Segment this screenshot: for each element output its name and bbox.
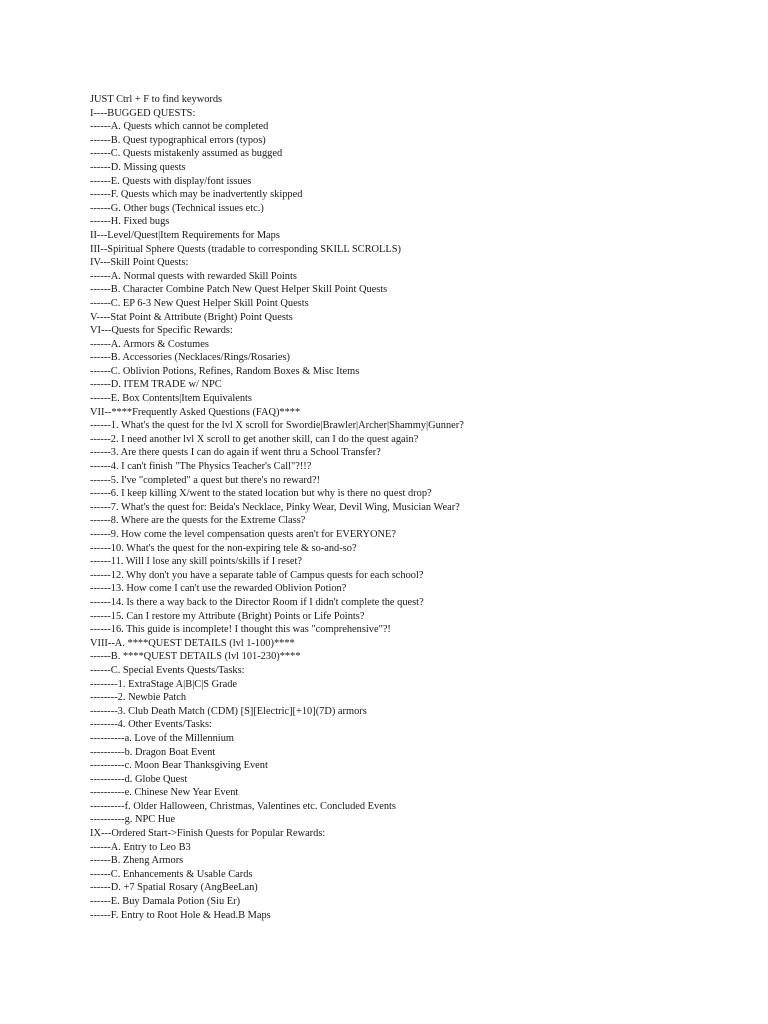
- document-line: ------C. Special Events Quests/Tasks:: [90, 664, 245, 676]
- document-line: ------4. I can't finish "The Physics Teacher's Call"?!!?: [90, 461, 312, 473]
- document-line: ------E. Buy Damala Potion (Siu Er): [90, 896, 241, 908]
- document-line: ------1. What's the quest for the lvl X scroll for Swordie|Brawler|Archer|Shammy|Gunner?: [90, 420, 464, 432]
- document-line: ----------b. Dragon Boat Event: [90, 746, 216, 758]
- document-line: ----------e. Chinese New Year Event: [90, 787, 239, 799]
- document-line: ----------g. NPC Hue: [90, 814, 176, 826]
- document-line: --------3. Club Death Match (CDM) [S][Electric][+10](7D) armors: [90, 705, 367, 717]
- document-line: ------A. Entry to Leo B3: [90, 841, 191, 853]
- document-line: ------C. Enhancements & Usable Cards: [90, 868, 253, 880]
- document-line: II---Level/Quest|Item Requirements for Maps: [90, 229, 280, 241]
- document-line: ------A. Quests which cannot be completed: [90, 121, 269, 133]
- document-line: I----BUGGED QUESTS:: [90, 107, 196, 119]
- document-line: ------A. Normal quests with rewarded Skill Points: [90, 270, 297, 282]
- document-line: III--Spiritual Sphere Quests (tradable to corresponding SKILL SCROLLS): [90, 243, 401, 255]
- document-line: ------G. Other bugs (Technical issues etc.): [90, 202, 264, 214]
- document-line: ------A. Armors & Costumes: [90, 338, 209, 350]
- document-line: IX---Ordered Start->Finish Quests for Popular Rewards:: [90, 828, 326, 840]
- document-line: ------8. Where are the quests for the Extreme Class?: [90, 515, 306, 527]
- document-line: ------D. +7 Spatial Rosary (AngBeeLan): [90, 882, 258, 894]
- document-body: [90, 93, 750, 922]
- document-line: VII--****Frequently Asked Questions (FAQ)****: [90, 406, 301, 418]
- document-line: ------F. Entry to Root Hole & Head.B Maps: [90, 909, 271, 921]
- document-line: --------1. ExtraStage A|B|C|S Grade: [90, 678, 238, 690]
- document-line: ------12. Why don't you have a separate table of Campus quests for each school?: [90, 569, 424, 581]
- document-line: ------F. Quests which may be inadvertently skipped: [90, 189, 303, 201]
- document-line: ------15. Can I restore my Attribute (Bright) Points or Life Points?: [90, 610, 365, 622]
- document-line: ------D. ITEM TRADE w/ NPC: [90, 379, 222, 391]
- document-line: ----------a. Love of the Millennium: [90, 732, 234, 744]
- document-line: JUST Ctrl + F to find keywords: [90, 94, 223, 105]
- document-line: ------14. Is there a way back to the Director Room if I didn't complete the quest?: [90, 596, 424, 608]
- document-line: ------6. I keep killing X/went to the stated location but why is there no quest drop?: [90, 488, 432, 500]
- document-line: --------2. Newbie Patch: [90, 692, 187, 704]
- document-line: ----------c. Moon Bear Thanksgiving Event: [90, 760, 268, 772]
- document-line: ------E. Quests with display/font issues: [90, 175, 252, 187]
- document-line: VI---Quests for Specific Rewards:: [90, 325, 233, 337]
- document-line: ------7. What's the quest for: Beida's Necklace, Pinky Wear, Devil Wing, Musician Wear?: [90, 501, 460, 513]
- document-line: ------B. ****QUEST DETAILS (lvl 101-230)****: [90, 651, 301, 663]
- document-line: ------E. Box Contents|Item Equivalents: [90, 393, 252, 405]
- document-line: ------B. Accessories (Necklaces/Rings/Rosaries): [90, 352, 290, 364]
- document-line: ------B. Quest typographical errors (typos): [90, 134, 266, 146]
- document-line: ------16. This guide is incomplete! I thought this was "comprehensive"?!: [90, 624, 391, 636]
- document-line: ------5. I've "completed" a quest but there's no reward?!: [90, 474, 321, 486]
- document-line: ------3. Are there quests I can do again if went thru a School Transfer?: [90, 447, 381, 459]
- document-line: ------B. Character Combine Patch New Quest Helper Skill Point Quests: [90, 284, 388, 296]
- document-line: --------4. Other Events/Tasks:: [90, 719, 212, 731]
- document-line: ------11. Will I lose any skill points/skills if I reset?: [90, 556, 302, 568]
- document-line: ------C. EP 6-3 New Quest Helper Skill Point Quests: [90, 297, 309, 309]
- document-line: ------10. What's the quest for the non-expiring tele & so-and-so?: [90, 542, 357, 554]
- document-line: ------2. I need another lvl X scroll to get another skill, can I do the quest again?: [90, 433, 419, 445]
- document-line: ------H. Fixed bugs: [90, 216, 170, 228]
- document-line: ------9. How come the level compensation quests aren't for EVERYONE?: [90, 529, 396, 540]
- document-line: ------B. Zheng Armors: [90, 855, 184, 867]
- document-line: ----------f. Older Halloween, Christmas, Valentines etc. Concluded Events: [90, 800, 396, 812]
- document-line: ------D. Missing quests: [90, 161, 186, 173]
- document-line: IV---Skill Point Quests:: [90, 257, 189, 269]
- document-line: ------13. How come I can't use the rewarded Oblivion Potion?: [90, 583, 347, 595]
- document-line: ------C. Oblivion Potions, Refines, Random Boxes & Misc Items: [90, 365, 360, 377]
- document-line: ------C. Quests mistakenly assumed as bugged: [90, 148, 283, 160]
- document-line: V----Stat Point & Attribute (Bright) Point Quests: [90, 311, 293, 323]
- document-line: ----------d. Globe Quest: [90, 773, 188, 785]
- document-line: VIII--A. ****QUEST DETAILS (lvl 1-100)****: [90, 637, 295, 649]
